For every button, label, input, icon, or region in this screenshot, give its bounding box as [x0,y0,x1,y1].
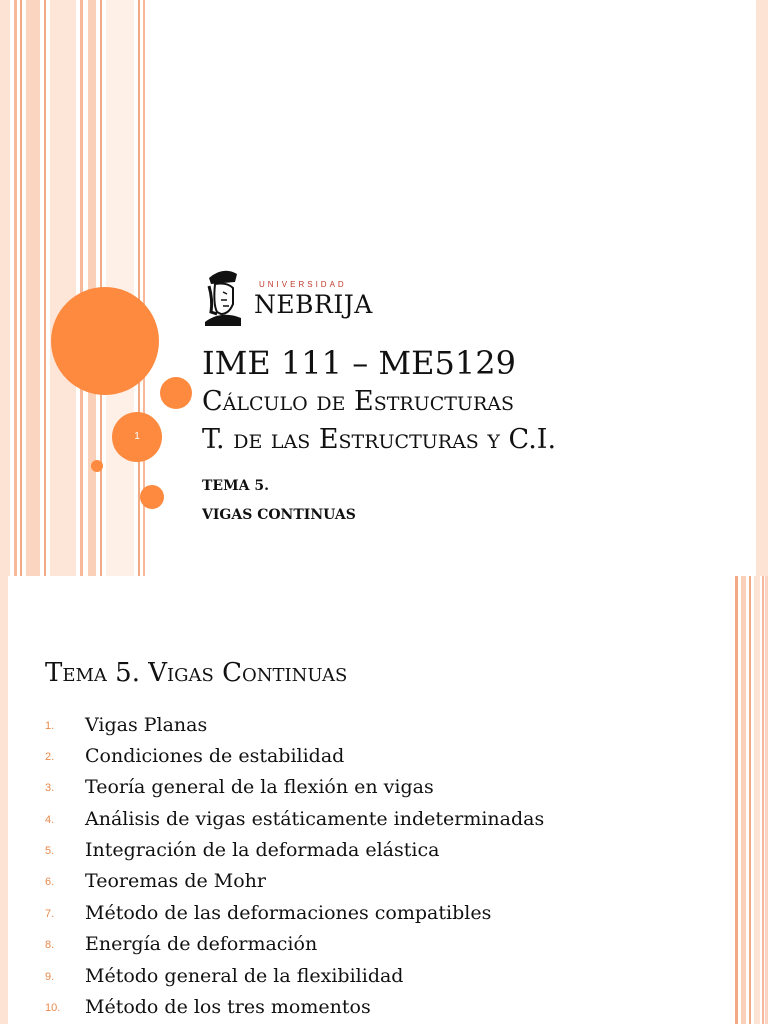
decor-stripe [754,576,760,1024]
decor-stripe [26,0,40,576]
decor-stripe [14,0,17,576]
decor-stripe [749,576,751,1024]
topic-text: Teoremas de Mohr [85,870,267,892]
topic-number: 1. [45,720,55,732]
decor-stripe [0,576,8,1024]
topic-number: 4. [45,814,55,826]
decor-stripe [741,576,746,1024]
topic-number: 7. [45,908,55,920]
decor-stripe [138,0,140,576]
topic-number: 8. [45,939,55,951]
decor-circle [160,377,192,409]
page-number: 1 [134,431,140,442]
decor-circle [51,287,159,395]
decor-stripe [20,0,22,576]
course-code-title: IME 111 – ME5129 [202,344,516,382]
decor-circle [91,460,103,472]
decor-stripe [756,0,768,576]
decor-stripe [0,0,10,576]
topic-number: 10. [45,1002,61,1014]
decor-circle [140,485,164,509]
topic-text: Análisis de vigas estáticamente indeterminadas [85,808,545,830]
decor-stripe [50,0,76,576]
topic-number-subtitle: TEMA 5. [202,478,269,494]
topic-name-subtitle: VIGAS CONTINUAS [202,507,356,523]
logo-university-text: UNIVERSIDAD [259,280,347,289]
topic-number: 3. [45,782,55,794]
contents-slide [0,576,768,1024]
topic-number: 2. [45,751,55,763]
topic-text: Integración de la deformada elástica [85,839,440,861]
topic-number: 6. [45,876,55,888]
topic-number: 9. [45,971,55,983]
course-name-title-2: T. de las Estructuras y C.I. [202,424,557,455]
topic-text: Condiciones de estabilidad [85,745,345,767]
course-name-title: Cálculo de Estructuras [202,386,514,417]
topic-text: Energía de deformación [85,933,318,955]
topic-text: Método general de la flexibilidad [85,965,404,987]
topic-text: Vigas Planas [85,714,208,736]
decor-stripe [762,576,764,1024]
slide-title: Tema 5. Vigas Continuas [45,658,348,688]
decor-stripe [44,0,46,576]
topic-text: Método de los tres momentos [85,996,371,1018]
decor-stripe [80,0,83,576]
logo-name-text: NEBRIJA [254,290,373,319]
topic-text: Método de las deformaciones compatibles [85,902,492,924]
topic-text: Teoría general de la flexión en vigas [85,776,434,798]
decor-stripe [735,576,738,1024]
topic-number: 5. [45,845,55,857]
nebrija-portrait-icon [201,264,251,330]
